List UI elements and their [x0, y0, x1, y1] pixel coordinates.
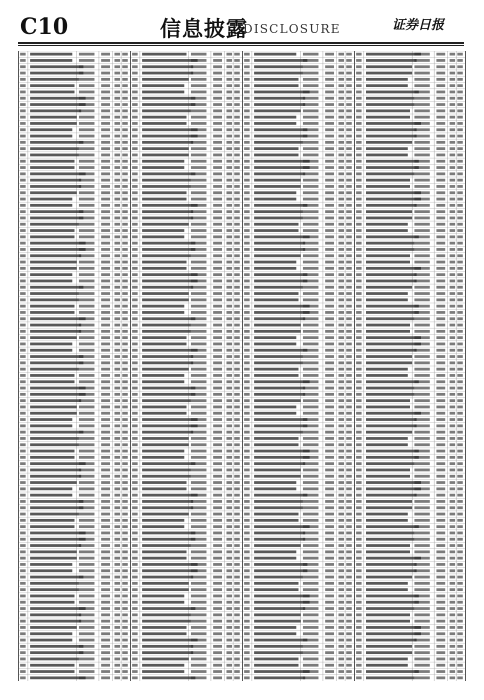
header-rule-thin: [18, 45, 464, 46]
table-column-1-grid: [19, 51, 130, 681]
section-title-en: DISCLOSURE: [243, 22, 341, 36]
table-column-4-grid: [355, 51, 465, 681]
table-column-3: [242, 51, 354, 681]
table-column-4: [354, 51, 466, 681]
table-column-2: [130, 51, 242, 681]
disclosure-table: [18, 51, 464, 681]
section-title-cn: 信息披露: [160, 16, 248, 41]
newspaper-logo-text: 证券日报: [392, 18, 445, 31]
newspaper-logo: [392, 17, 464, 31]
table-column-1: [18, 51, 130, 681]
table-column-2-grid: [131, 51, 242, 681]
table-column-3-grid: [243, 51, 354, 681]
page-header: [0, 0, 484, 44]
page-number: C10: [20, 14, 69, 40]
header-rule-thick: [18, 42, 464, 44]
